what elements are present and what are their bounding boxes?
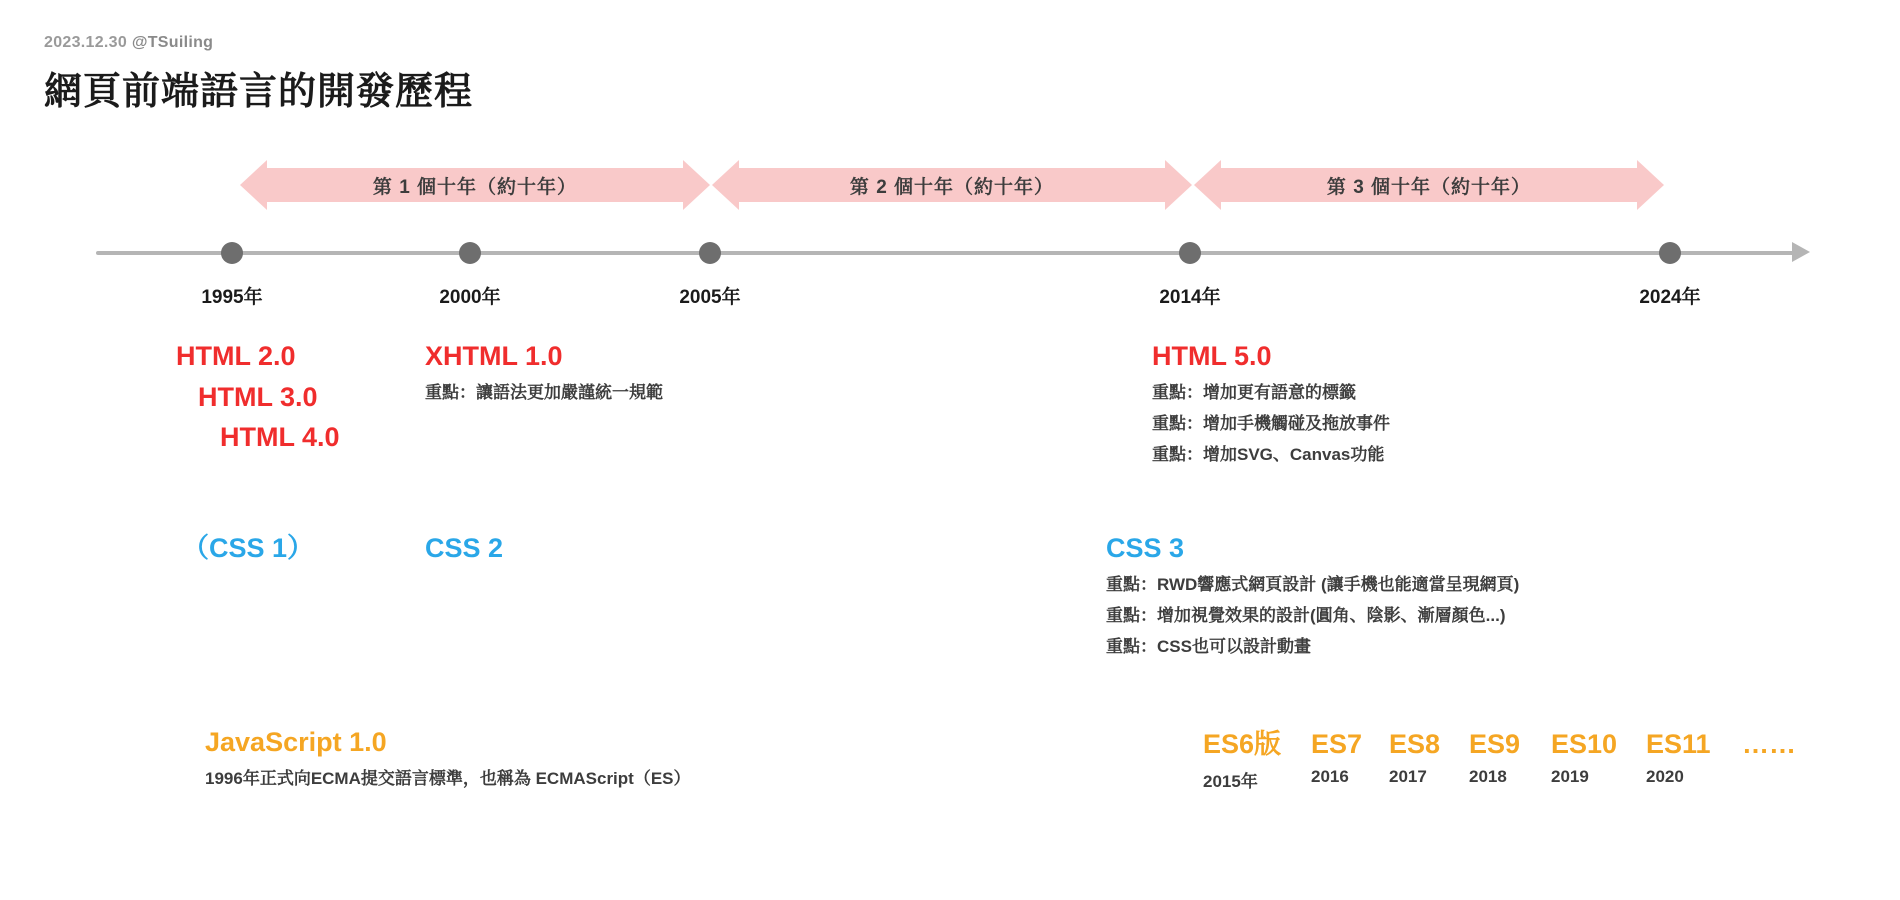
timeline-year-label: 2005年 (679, 287, 741, 308)
html5-note: 重點：增加手機觸碰及拖放事件 (1152, 413, 1390, 433)
timeline-dot (699, 242, 721, 264)
era-decade-2 (712, 160, 1192, 210)
axis-arrow-icon (1792, 242, 1810, 262)
byline-date: 2023.12.30 (44, 34, 128, 51)
es-year-row (1203, 767, 1796, 792)
timeline-axis (96, 250, 1808, 308)
css3-note: 重點：CSS也可以設計動畫 (1106, 637, 1311, 657)
html-version-label: HTML 3.0 (198, 381, 318, 412)
css2-block (425, 528, 503, 569)
axis-line (96, 251, 1802, 255)
es-year-label: 2017 (1389, 767, 1427, 786)
es-versions-block (1203, 722, 1796, 792)
era-band (0, 160, 1900, 216)
xhtml-2000-block (425, 336, 663, 408)
page-title: 網頁前端語言的開發歷程 (44, 71, 474, 113)
timeline-year-label: 2000年 (439, 287, 501, 308)
es-version-label: ES8 (1389, 729, 1441, 759)
javascript-title: JavaScript 1.0 (205, 727, 387, 757)
es-version-label: ES11 (1646, 729, 1711, 759)
es-year-label: 2016 (1311, 767, 1349, 786)
xhtml-note: 重點：讓語法更加嚴謹統一規範 (425, 382, 663, 402)
xhtml-title: XHTML 1.0 (425, 341, 563, 371)
html5-2014-block (1152, 336, 1390, 471)
timeline-dot (1659, 242, 1681, 264)
byline (44, 34, 473, 52)
era-label: 第 2 個十年（約十年） (849, 177, 1055, 198)
html-1995-block (176, 336, 340, 458)
era-label: 第 1 個十年（約十年） (372, 177, 578, 198)
page-header (44, 34, 473, 115)
html-version-label: HTML 4.0 (220, 422, 340, 452)
es-year-label: 2018 (1469, 767, 1507, 786)
timeline-dot (1179, 242, 1201, 264)
es-version-label: ES10 (1551, 729, 1618, 759)
timeline-year-label: 1995年 (201, 287, 263, 308)
es-year-label: 2020 (1646, 767, 1684, 786)
timeline-dot (221, 242, 243, 264)
html5-title: HTML 5.0 (1152, 341, 1272, 371)
javascript-block (205, 722, 691, 794)
byline-handle: @TSuiling (131, 34, 214, 51)
timeline-dot (459, 242, 481, 264)
css3-block (1106, 528, 1519, 663)
timeline-year-label: 2024年 (1639, 287, 1701, 308)
es-version-row (1203, 722, 1796, 761)
es-year-label: 2015年 (1203, 772, 1258, 791)
es-version-label: ES9 (1469, 729, 1521, 759)
css1-block (182, 528, 314, 569)
html5-note: 重點：增加更有語意的標籤 (1152, 382, 1356, 402)
html5-note: 重點：增加SVG、Canvas功能 (1152, 445, 1385, 465)
es-version-label: ES7 (1311, 729, 1363, 759)
css3-note: 重點：增加視覺效果的設計(圓角、陰影、漸層顏色...) (1106, 605, 1506, 625)
es-year-label: 2019 (1551, 767, 1589, 786)
css3-note: 重點：RWD響應式網頁設計 (讓手機也能適當呈現網頁) (1106, 574, 1520, 594)
era-decade-3 (1194, 160, 1664, 210)
css3-title: CSS 3 (1106, 533, 1185, 563)
es-version-label: …… (1742, 729, 1796, 759)
javascript-note: 1996年正式向ECMA提交語言標準，也稱為 ECMAScript（ES） (205, 768, 691, 788)
timeline-year-label: 2014年 (1159, 287, 1221, 308)
html-version-label: HTML 2.0 (176, 341, 296, 371)
era-label: 第 3 個十年（約十年） (1326, 177, 1532, 198)
css2-title: CSS 2 (425, 533, 504, 563)
era-decade-1 (240, 160, 710, 210)
css1-title: （CSS 1） (182, 533, 315, 563)
es-version-label: ES6版 (1203, 729, 1282, 759)
